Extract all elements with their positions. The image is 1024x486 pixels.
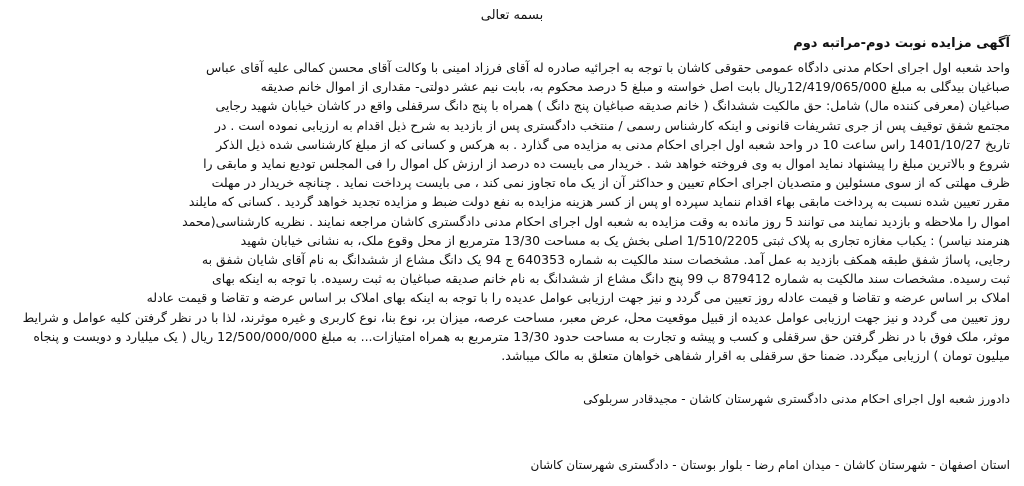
body-line: شروع و بالاترین مبلغ را پیشنهاد نماید اموال به وی فروخته خواهد شد . خریدار می بایست ده درصد از ارزش کل اموال را فی المجلس تودیع نماید و مابقی را (203, 156, 1010, 172)
body-line: صباغیان بیدگلی به مبلغ 12/419/065/000ریال بابت اصل خواسته و مبلغ 5 درصد محکوم به، بابت نیم عشر دولتی- مقداری از اموال خانم صدیقه (260, 79, 1010, 95)
body-line: میلیون تومان ) ارزیابی میگردد. ضمنا حق سرقفلی به اقرار شفاهی خواهان متعلق به مالک میباشد. (501, 348, 1010, 364)
body-line: املاک بر اساس عرضه و تقاضا و قیمت عادله روز تعیین می گردد و نیز جهت ارزیابی عوامل عدیده را با توجه به اینکه بهای املاک بر اساس عرضه و تقاضا و قیمت عادله (146, 290, 1010, 306)
body-line: اموال را ملاحظه و بازدید نمایند می توانند 5 روز مانده به وقت مزایده به شعبه اول اجرای احکام مدنی دادگستری کاشان مراجعه نمایند . نظریه کارشناسی(محمد (182, 213, 1010, 229)
body-line: ثبت رسیده. مشخصات سند مالکیت به شماره 879412 ب 99 پنج دانگ مشاع از ششدانگ به نام خانم صدیقه صباغیان به ثبت رسیده. با توجه به اینکه بهای (211, 271, 1010, 287)
address-footer: استان اصفهان - شهرستان کاشان - میدان امام رضا - بلوار بوستان - دادگستری شهرستان کاشان (530, 458, 1010, 472)
body-line: صباغیان (معرفی کننده مال) شامل: حق مالکیت ششدانگ ( خانم صدیقه صباغیان پنج دانگ ) همراه با پنج دانگ سرقفلی واقع در کاشان خیابان شهید رجایی (215, 98, 1010, 114)
body-line: موثر، ملک فوق با در نظر گرفتن حق سرقفلی و کسب و پیشه و تجارت به مساحت حدود 13/30 مترمربع به همراه امتیازات... به مبلغ 12/500/000/000 ریال ( یک میلیارد و دویست و پنجاه (33, 328, 1010, 344)
body-line: واحد شعبه اول اجرای احکام مدنی دادگاه عمومی حقوقی کاشان با توجه به اجرائیه صادره له آقای فرزاد امینی با وکالت آقای محسن کمالی علیه آقای عباس (206, 60, 1010, 75)
notice-body (14, 58, 1010, 390)
invocation-line: بسمه تعالی (480, 8, 544, 23)
body-line: تاریخ 1401/10/27 راس ساعت 10 در واحد شعبه اول اجرای احکام مدنی به مزایده می گذارد . به هرکس و کسانی که از مبلغ کارشناسی شده ذیل الذکر (216, 136, 1010, 152)
signature-line: دادورز شعبه اول اجرای احکام مدنی دادگستری شهرستان کاشان - مجیدقادر سربلوکی (583, 392, 1010, 406)
notice-heading: آگهی مزایده نوبت دوم-مراتبه دوم (793, 36, 1010, 51)
body-line: ظرف مهلتی که از سوی مسئولین و متصدیان اجرای احکام تعیین و حداکثر آن از یک ماه تجاوز نمی کند ، می بایست پرداخت نماید . چنانچه خریدار در مهلت (211, 175, 1010, 191)
body-line: مجتمع شفق توقیف پس از جری تشریفات قانونی و اینکه کارشناس رسمی / منتخب دادگستری پس از بازدید به شرح ذیل اقدام به ارزیابی نموده است . در (214, 117, 1010, 133)
body-line: مقرر تعیین شده نسبت به پرداخت مابقی بهاء اقدام ننماید سپرده او پس از کسر هزینه مزایده به نفع دولت ضبط و مزایده تجدید خواهد گردید . کسانی که مایلند (188, 194, 1010, 210)
body-line: هنرمند نیاسر) : یکباب مغازه تجاری به پلاک ثبتی 1/510/2205 اصلی بخش یک به مساحت 13/30 مترمربع از محل وقوع ملک، به نشانی خیابان شهید (240, 232, 1010, 248)
body-line: رجایی، پاساژ شفق طبقه همکف بازدید به عمل آمد. مشخصات سند مالکیت به شماره 640353 ج 94 یک دانگ مشاع از ششدانگ به نام آقای شایان شفق به (201, 252, 1010, 268)
body-line: روز تعیین می گردد و نیز جهت ارزیابی عوامل عدیده از قبیل موقعیت محل، عرض معبر، مساحت عرصه، میزان بر، نوع بنا، نوع کاربری و غیره موثرند، لذا با در نظر گرفتن کلیه عوامل و شرایط (22, 309, 1010, 325)
